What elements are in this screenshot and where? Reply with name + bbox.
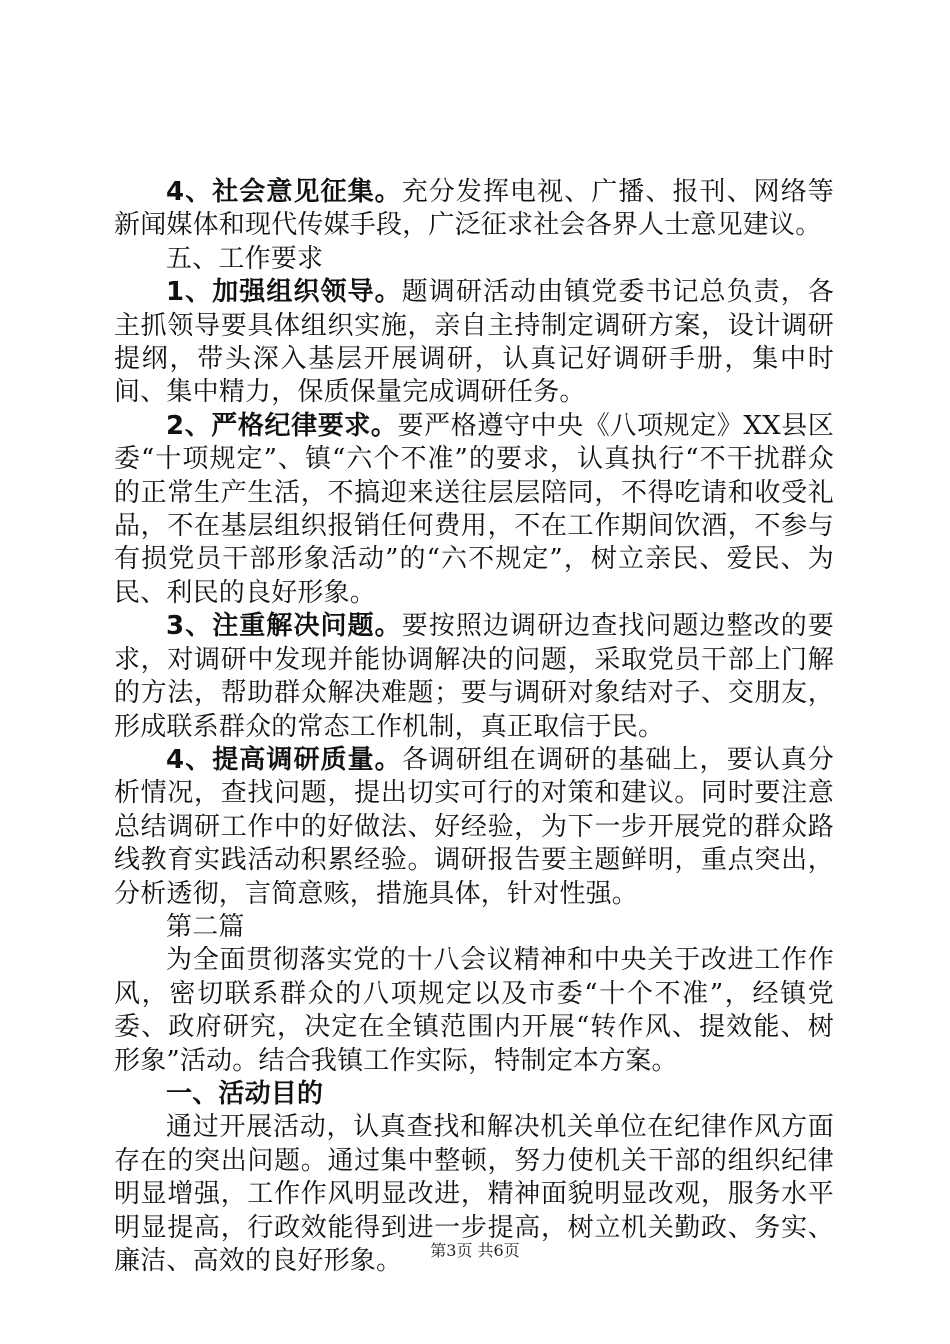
paragraph-lead: 1、加强组织领导。 <box>166 277 402 308</box>
paragraph-body: 充分发挥电视、广播、报刊、网络等新闻媒体和现代传媒手段，广泛征求社会各界人士意见建议。 <box>114 177 834 241</box>
paragraph-intro: 为全面贯彻落实党的十八会议精神和中央关于改进工作作风，密切联系群众的八项规定以及市委“十个不准”，经镇党委、政府研究，决定在全镇范围内开展“转作风、提效能、树形象”活动。结合我镇工作实际，特制定本方案。 <box>114 945 834 1076</box>
paragraph-lead: 4、社会意见征集。 <box>166 177 402 207</box>
document-body <box>114 176 834 1278</box>
paragraph-social-opinion <box>114 176 834 243</box>
paragraph-lead: 4、提高调研质量。 <box>166 744 402 775</box>
paragraph-discipline <box>114 410 834 610</box>
paragraph-body: 要严格遵守中央《八项规定》XX县区委“十项规定”、镇“六个不准”的要求，认真执行“不干扰群众的正常生产生活，不搞迎来送往层层陪同，不得吃请和收受礼品，不在基层组织报销任何费用，不在工作期间饮酒，不参与有损党员干部形象活动”的“六不规定”，树立亲民、爱民、为民、利民的良好形象。 <box>114 410 834 608</box>
paragraph-lead: 2、严格纪律要求。 <box>166 410 398 441</box>
paragraph-solve-problems <box>114 610 834 744</box>
paragraph-body: 各调研组在调研的基础上，要认真分析情况，查找问题，提出切实可行的对策和建议。同时要注意总结调研工作中的好做法、好经验，为下一步开展党的群众路线教育实践活动积累经验。调研报告要主题鲜明，重点突出，分析透彻，言简意赅，措施具体，针对性强。 <box>114 744 834 909</box>
paragraph-lead: 3、注重解决问题。 <box>166 611 402 642</box>
paragraph-body: 题调研活动由镇党委书记总负责，各主抓领导要具体组织实施，亲自主持制定调研方案，设计调研提纲，带头深入基层开展调研，认真记好调研手册，集中时间、集中精力，保质保量完成调研任务。 <box>114 277 834 408</box>
paragraph-research-quality <box>114 744 834 911</box>
paragraph-body: 要按照边调研边查找问题边整改的要求，对调研中发现并能协调解决的问题，采取党员干部上门解的方法，帮助群众解决难题；要与调研对象结对子、交朋友，形成联系群众的常态工作机制，真正取信于民。 <box>114 611 834 742</box>
section-heading-work-requirements: 五、工作要求 <box>166 243 324 274</box>
section-heading-activity-purpose: 一、活动目的 <box>166 1078 324 1109</box>
paragraph-organization-leadership <box>114 276 834 410</box>
page-footer: 第3页 共6页 <box>430 1241 520 1260</box>
paragraph-second-part-title: 第二篇 <box>166 911 245 942</box>
paragraph-activity-purpose: 通过开展活动，认真查找和解决机关单位在纪律作风方面存在的突出问题。通过集中整顿，努力使机关干部的组织纪律明显增强，工作作风明显改进，精神面貌明显改观，服务水平明显提高，行政效能得到进一步提高，树立机关勤政、务实、廉洁、高效的良好形象。 <box>114 1112 834 1276</box>
